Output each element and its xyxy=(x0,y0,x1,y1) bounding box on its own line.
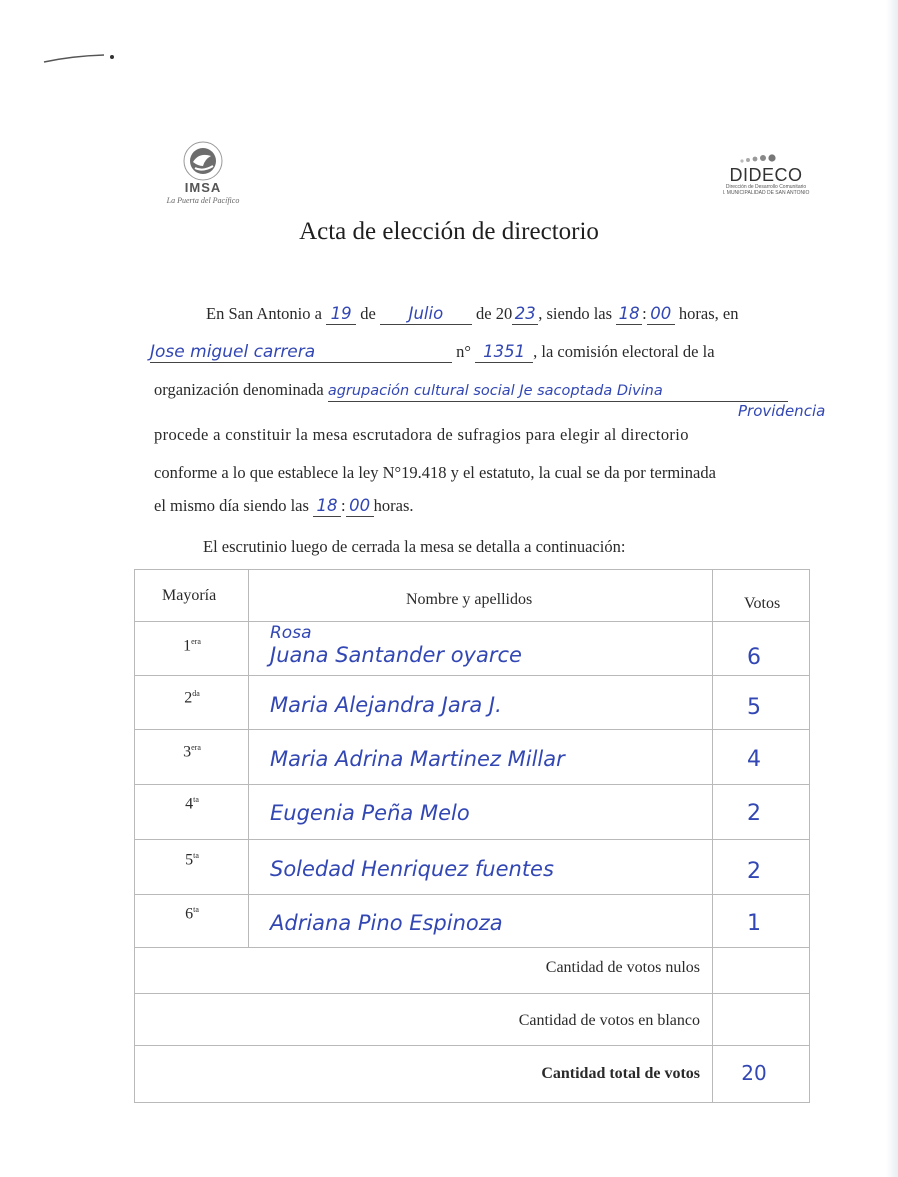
table-rule xyxy=(809,569,810,1103)
table-rule xyxy=(248,569,249,947)
votes-1: 6 xyxy=(747,645,761,670)
body-line-5: conforme a lo que establece la ley N°19.418 y el estatuto, la cual se da por terminada xyxy=(154,463,716,482)
rank-3: $3^{era}$ xyxy=(183,743,201,761)
candidate-2-name: Maria Alejandra Jara J. xyxy=(270,693,502,717)
text-horas: horas. xyxy=(373,496,414,515)
end-hour-field: 18 xyxy=(313,496,341,517)
day-field: 19 xyxy=(326,304,356,325)
candidate-4-name: Eugenia Peña Melo xyxy=(270,801,470,825)
organization-name-continuation: Providencia xyxy=(738,402,826,420)
organization-name-field: agrupación cultural social Je sacoptada Divina xyxy=(328,381,788,402)
rank-1: $1^{era}$ xyxy=(183,637,201,655)
candidate-6-name: Adriana Pino Espinoza xyxy=(270,911,503,935)
start-hour-field: 18 xyxy=(616,304,642,325)
table-rule xyxy=(134,784,810,785)
rank-5: $5^{ta}$ xyxy=(185,851,199,869)
table-rule xyxy=(134,569,810,570)
table-rule xyxy=(134,839,810,840)
imsa-tagline: La Puerta del Pacífico xyxy=(166,196,240,205)
imsa-emblem-icon xyxy=(179,140,227,182)
header-votes: Votos xyxy=(744,595,781,612)
street-field: Jose miguel carrera xyxy=(150,342,452,363)
body-line-6 xyxy=(154,496,414,517)
text-horas-en: horas, en xyxy=(678,304,739,323)
votes-3: 4 xyxy=(747,747,761,772)
results-table xyxy=(134,569,810,1103)
text-mismo-dia: el mismo día siendo las xyxy=(154,496,309,515)
text-de: de xyxy=(360,304,376,323)
text-siendo-las: , siendo las xyxy=(538,304,613,323)
votes-6: 1 xyxy=(747,911,761,936)
start-colon: : xyxy=(642,304,647,323)
candidate-5-name: Soledad Henriquez fuentes xyxy=(270,857,554,881)
total-votes-value: 20 xyxy=(741,1061,767,1085)
candidate-1-first-name: Rosa xyxy=(270,623,312,643)
table-rule xyxy=(712,569,713,1103)
body-line-2 xyxy=(150,342,715,363)
table-rule xyxy=(134,675,810,676)
scan-mark-icon xyxy=(42,52,120,66)
table-rule xyxy=(134,729,810,730)
body-line-3 xyxy=(154,380,788,402)
votes-4: 2 xyxy=(747,801,761,826)
candidate-1-name: Juana Santander oyarce xyxy=(270,643,522,667)
blank-votes-label: Cantidad de votos en blanco xyxy=(518,1012,700,1029)
start-minute-field: 00 xyxy=(647,304,675,325)
dideco-dots-icon xyxy=(720,152,780,166)
document-title: Acta de elección de directorio xyxy=(299,218,599,245)
table-rule xyxy=(134,621,810,622)
candidate-3-name: Maria Adrina Martinez Millar xyxy=(270,747,565,771)
table-rule xyxy=(134,569,135,1103)
rank-6: $6^{ta}$ xyxy=(185,905,199,923)
table-rule xyxy=(134,1102,810,1103)
body-line-7: El escrutinio luego de cerrada la mesa se detalla a continuación: xyxy=(203,537,626,556)
dideco-subtitle-1: Dirección de Desarrollo Comunitario xyxy=(725,184,807,190)
votes-2: 5 xyxy=(747,695,761,720)
header-rank: Mayoría xyxy=(162,587,217,604)
dideco-subtitle-2: I. MUNICIPALIDAD DE SAN ANTONIO xyxy=(722,190,810,196)
dideco-logo-text: DIDECO xyxy=(729,165,803,185)
text-organizacion-denominada: organización denominada xyxy=(154,380,324,399)
number-field: 1351 xyxy=(475,342,533,363)
rank-2: $2^{da}$ xyxy=(184,689,200,707)
text-de-20: de 20 xyxy=(476,304,513,323)
imsa-logo-text: IMSA xyxy=(184,180,222,195)
rank-4: $4^{ta}$ xyxy=(185,795,199,813)
month-field: Julio xyxy=(380,304,472,325)
text-comision-electoral: , la comisión electoral de la xyxy=(533,342,715,361)
text-numero: n° xyxy=(456,342,471,361)
imsa-logo xyxy=(158,140,248,210)
year-field: 23 xyxy=(512,304,538,325)
body-line-1 xyxy=(206,304,738,325)
null-votes-label: Cantidad de votos nulos xyxy=(545,959,700,976)
header-name: Nombre y apellidos xyxy=(406,591,533,608)
end-colon: : xyxy=(341,496,346,515)
text-en-san-antonio: En San Antonio a xyxy=(206,304,322,323)
scan-edge-shadow xyxy=(886,0,898,1177)
table-rule xyxy=(134,993,810,994)
table-rule xyxy=(134,894,810,895)
end-minute-field: 00 xyxy=(346,496,374,517)
body-line-4: procede a constituir la mesa escrutadora de sufragios para elegir al directorio xyxy=(154,425,689,444)
votes-5: 2 xyxy=(747,859,761,884)
dideco-logo xyxy=(720,152,812,214)
table-rule xyxy=(134,947,810,948)
total-votes-label: Cantidad total de votos xyxy=(541,1065,700,1082)
table-rule xyxy=(134,1045,810,1046)
